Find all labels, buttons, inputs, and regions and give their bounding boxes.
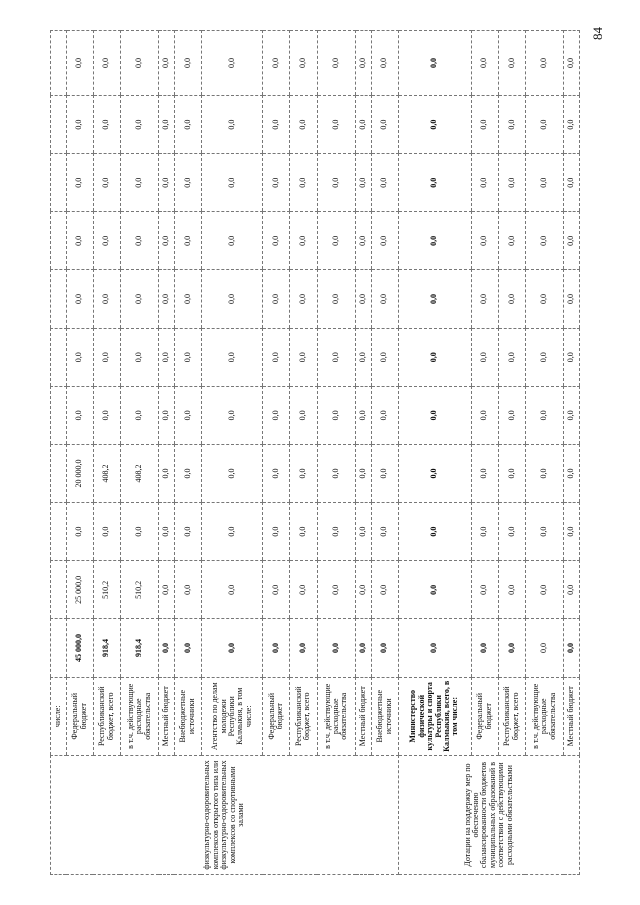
budget-table-body	[51, 31, 580, 875]
value-cell: 0,0	[159, 328, 175, 386]
value-cell: 0,0	[159, 386, 175, 444]
value-cell: 0,0	[317, 386, 356, 444]
value-cell: 0,0	[174, 154, 201, 212]
value-cell: 45 000,0	[66, 619, 93, 677]
value-cell: 0,0	[317, 444, 356, 502]
value-cell: 0,0	[201, 328, 263, 386]
table-row	[471, 31, 498, 875]
value-cell: 0,0	[290, 95, 317, 153]
value-cell	[51, 154, 67, 212]
value-cell: 0,0	[317, 212, 356, 270]
value-cell: 0,0	[159, 561, 175, 619]
value-cell: 0,0	[93, 328, 120, 386]
value-cell: 0,0	[159, 31, 175, 96]
value-cell: 0,0	[525, 95, 564, 153]
value-cell: 0,0	[317, 95, 356, 153]
page-number: 84	[590, 27, 605, 40]
value-cell: 0,0	[66, 328, 93, 386]
value-cell: 0,0	[371, 328, 398, 386]
value-cell: 0,0	[356, 619, 372, 677]
source-label: в т.ч. действующие расходные обязательства	[317, 677, 356, 755]
value-cell: 0,0	[93, 386, 120, 444]
table-row	[51, 31, 67, 875]
value-cell: 0,0	[263, 31, 290, 96]
value-cell: 0,0	[201, 95, 263, 153]
value-cell: 0,0	[93, 154, 120, 212]
value-cell: 0,0	[525, 212, 564, 270]
value-cell: 0,0	[66, 270, 93, 328]
value-cell: 0,0	[263, 503, 290, 561]
value-cell: 0,0	[290, 212, 317, 270]
value-cell: 0,0	[263, 270, 290, 328]
value-cell: 0,0	[290, 328, 317, 386]
value-cell: 0,0	[159, 503, 175, 561]
value-cell: 0,0	[498, 561, 525, 619]
value-cell: 0,0	[564, 619, 580, 677]
value-cell: 0,0	[525, 619, 564, 677]
source-label: Местный бюджет	[564, 677, 580, 755]
value-cell: 0,0	[371, 154, 398, 212]
value-cell: 0,0	[263, 444, 290, 502]
value-cell: 0,0	[201, 444, 263, 502]
value-cell: 0,0	[398, 619, 471, 677]
value-cell: 510,2	[120, 561, 159, 619]
value-cell: 0,0	[174, 561, 201, 619]
value-cell: 0,0	[471, 212, 498, 270]
value-cell: 0,0	[159, 619, 175, 677]
source-label: Республиканский бюджет, всего	[290, 677, 317, 755]
value-cell: 0,0	[201, 561, 263, 619]
value-cell: 0,0	[371, 386, 398, 444]
value-cell: 0,0	[356, 270, 372, 328]
value-cell: 0,0	[66, 31, 93, 96]
value-cell: 0,0	[564, 503, 580, 561]
value-cell: 0,0	[498, 270, 525, 328]
value-cell: 0,0	[174, 619, 201, 677]
value-cell: 0,0	[66, 95, 93, 153]
value-cell: 0,0	[174, 386, 201, 444]
value-cell: 0,0	[564, 561, 580, 619]
value-cell: 0,0	[525, 444, 564, 502]
value-cell: 0,0	[371, 31, 398, 96]
source-label: Местный бюджет	[159, 677, 175, 755]
group-label-top: физкультурно-оздоровительных комплексов открытого типа или физкультурно-оздоровительных комплексов со спортивными залами	[51, 755, 399, 874]
table-row	[66, 31, 93, 875]
value-cell: 0,0	[120, 328, 159, 386]
value-cell: 0,0	[371, 503, 398, 561]
value-cell	[51, 328, 67, 386]
value-cell: 0,0	[564, 328, 580, 386]
value-cell: 0,0	[290, 154, 317, 212]
value-cell	[51, 31, 67, 96]
value-cell: 0,0	[525, 503, 564, 561]
table-row	[317, 31, 356, 875]
value-cell: 0,0	[498, 95, 525, 153]
value-cell: 0,0	[371, 95, 398, 153]
value-cell: 0,0	[356, 444, 372, 502]
value-cell: 0,0	[398, 95, 471, 153]
value-cell: 0,0	[398, 328, 471, 386]
value-cell: 0,0	[498, 619, 525, 677]
value-cell: 510,2	[93, 561, 120, 619]
value-cell: 0,0	[201, 212, 263, 270]
value-cell: 0,0	[564, 212, 580, 270]
value-cell: 0,0	[120, 386, 159, 444]
value-cell	[51, 503, 67, 561]
value-cell: 0,0	[525, 270, 564, 328]
value-cell: 0,0	[159, 444, 175, 502]
value-cell: 0,0	[174, 328, 201, 386]
value-cell: 0,0	[471, 31, 498, 96]
table-row	[371, 31, 398, 875]
value-cell: 0,0	[174, 95, 201, 153]
value-cell: 0,0	[564, 270, 580, 328]
value-cell: 0,0	[317, 154, 356, 212]
value-cell: 0,0	[317, 270, 356, 328]
value-cell: 0,0	[356, 328, 372, 386]
table-row	[120, 31, 159, 875]
value-cell: 0,0	[317, 619, 356, 677]
value-cell: 0,0	[317, 503, 356, 561]
value-cell: 0,0	[174, 212, 201, 270]
value-cell: 0,0	[471, 444, 498, 502]
table-row	[201, 31, 263, 875]
source-label: Федеральный бюджет	[66, 677, 93, 755]
value-cell: 408,2	[120, 444, 159, 502]
source-label: Министерство физической культуры и спорта Республики Калмыкия, всего, в том числе:	[398, 677, 471, 755]
value-cell: 0,0	[564, 386, 580, 444]
value-cell: 0,0	[356, 31, 372, 96]
value-cell: 0,0	[120, 31, 159, 96]
value-cell: 0,0	[356, 95, 372, 153]
table-row	[159, 31, 175, 875]
value-cell: 0,0	[525, 154, 564, 212]
table-row	[564, 31, 580, 875]
value-cell: 0,0	[356, 154, 372, 212]
table-row	[525, 31, 564, 875]
table-row	[93, 31, 120, 875]
value-cell: 0,0	[564, 31, 580, 96]
value-cell: 25 000,0	[66, 561, 93, 619]
value-cell: 0,0	[66, 154, 93, 212]
value-cell: 0,0	[371, 444, 398, 502]
table-row	[498, 31, 525, 875]
value-cell: 0,0	[263, 212, 290, 270]
value-cell: 0,0	[525, 386, 564, 444]
value-cell: 0,0	[263, 154, 290, 212]
value-cell: 0,0	[174, 444, 201, 502]
value-cell: 0,0	[290, 503, 317, 561]
source-label: Внебюджетные источники	[174, 677, 201, 755]
value-cell	[51, 270, 67, 328]
value-cell: 0,0	[174, 270, 201, 328]
value-cell: 0,0	[398, 212, 471, 270]
table-row	[263, 31, 290, 875]
value-cell: 0,0	[356, 386, 372, 444]
value-cell: 0,0	[93, 212, 120, 270]
value-cell: 0,0	[174, 31, 201, 96]
value-cell: 0,0	[159, 270, 175, 328]
value-cell: 0,0	[201, 154, 263, 212]
value-cell	[51, 212, 67, 270]
value-cell: 0,0	[290, 619, 317, 677]
rotated-table-container	[50, 30, 580, 875]
value-cell: 0,0	[498, 444, 525, 502]
source-label: Внебюджетные источники	[371, 677, 398, 755]
value-cell: 0,0	[371, 561, 398, 619]
value-cell: 0,0	[471, 619, 498, 677]
value-cell: 408,2	[93, 444, 120, 502]
table-row	[290, 31, 317, 875]
value-cell: 0,0	[317, 328, 356, 386]
value-cell: 0,0	[93, 503, 120, 561]
value-cell: 0,0	[93, 270, 120, 328]
table-row	[356, 31, 372, 875]
value-cell: 0,0	[263, 95, 290, 153]
value-cell: 0,0	[120, 154, 159, 212]
table-row	[174, 31, 201, 875]
value-cell: 0,0	[525, 561, 564, 619]
value-cell: 0,0	[356, 503, 372, 561]
value-cell	[51, 561, 67, 619]
value-cell: 0,0	[317, 561, 356, 619]
value-cell: 0,0	[290, 561, 317, 619]
value-cell: 0,0	[398, 154, 471, 212]
value-cell: 0,0	[498, 212, 525, 270]
value-cell: 0,0	[564, 444, 580, 502]
value-cell: 0,0	[498, 386, 525, 444]
value-cell: 0,0	[174, 503, 201, 561]
document-sheet	[50, 30, 580, 875]
source-label: Агентство по делам молодежи Республики Калмыкия, в том числе:	[201, 677, 263, 755]
source-label: Местный бюджет	[356, 677, 372, 755]
value-cell: 0,0	[120, 95, 159, 153]
value-cell: 0,0	[290, 444, 317, 502]
value-cell: 0,0	[120, 270, 159, 328]
value-cell: 0,0	[263, 386, 290, 444]
value-cell: 0,0	[290, 386, 317, 444]
value-cell: 918,4	[93, 619, 120, 677]
group-label-bottom: Дотации на поддержку мер по обеспечению сбалансированности бюджетов муниципальных образований в соответствии с действующими расходными обязательствами	[398, 755, 579, 874]
value-cell: 0,0	[564, 154, 580, 212]
value-cell: 0,0	[564, 95, 580, 153]
value-cell: 0,0	[356, 561, 372, 619]
value-cell: 0,0	[93, 95, 120, 153]
value-cell: 0,0	[263, 619, 290, 677]
value-cell: 0,0	[471, 154, 498, 212]
value-cell: 0,0	[398, 503, 471, 561]
value-cell: 0,0	[317, 31, 356, 96]
value-cell: 0,0	[398, 561, 471, 619]
value-cell: 918,4	[120, 619, 159, 677]
value-cell: 0,0	[525, 328, 564, 386]
value-cell: 0,0	[66, 503, 93, 561]
value-cell: 0,0	[371, 212, 398, 270]
value-cell	[51, 619, 67, 677]
value-cell: 0,0	[498, 328, 525, 386]
value-cell: 0,0	[371, 270, 398, 328]
value-cell	[51, 386, 67, 444]
source-label: Федеральный бюджет	[263, 677, 290, 755]
value-cell: 0,0	[471, 561, 498, 619]
value-cell: 0,0	[525, 31, 564, 96]
value-cell: 0,0	[120, 503, 159, 561]
value-cell: 0,0	[120, 212, 159, 270]
value-cell: 0,0	[66, 212, 93, 270]
value-cell: 0,0	[398, 31, 471, 96]
table-row	[398, 31, 471, 875]
value-cell: 0,0	[201, 619, 263, 677]
value-cell: 0,0	[93, 31, 120, 96]
value-cell: 0,0	[471, 503, 498, 561]
value-cell: 0,0	[263, 328, 290, 386]
value-cell: 0,0	[263, 561, 290, 619]
budget-table	[50, 30, 580, 875]
source-label: числе:	[51, 677, 67, 755]
value-cell	[51, 444, 67, 502]
value-cell: 0,0	[471, 95, 498, 153]
value-cell: 0,0	[159, 95, 175, 153]
value-cell: 0,0	[471, 270, 498, 328]
value-cell: 0,0	[201, 31, 263, 96]
value-cell: 20 000,0	[66, 444, 93, 502]
source-label: Федеральный бюджет	[471, 677, 498, 755]
value-cell: 0,0	[201, 503, 263, 561]
value-cell: 0,0	[398, 386, 471, 444]
value-cell: 0,0	[356, 212, 372, 270]
value-cell: 0,0	[66, 386, 93, 444]
value-cell: 0,0	[398, 444, 471, 502]
value-cell: 0,0	[498, 154, 525, 212]
source-label: Республиканский бюджет, всего	[498, 677, 525, 755]
value-cell: 0,0	[290, 31, 317, 96]
value-cell: 0,0	[498, 503, 525, 561]
source-label: Республиканский бюджет, всего	[93, 677, 120, 755]
value-cell	[51, 95, 67, 153]
value-cell: 0,0	[371, 619, 398, 677]
value-cell: 0,0	[471, 386, 498, 444]
value-cell: 0,0	[201, 386, 263, 444]
source-label: в т.ч. действующие расходные обязательства	[120, 677, 159, 755]
source-label: в т.ч. действующие расходные обязательства	[525, 677, 564, 755]
value-cell: 0,0	[159, 212, 175, 270]
value-cell: 0,0	[201, 270, 263, 328]
value-cell: 0,0	[290, 270, 317, 328]
value-cell: 0,0	[398, 270, 471, 328]
value-cell: 0,0	[498, 31, 525, 96]
value-cell: 0,0	[159, 154, 175, 212]
value-cell: 0,0	[471, 328, 498, 386]
